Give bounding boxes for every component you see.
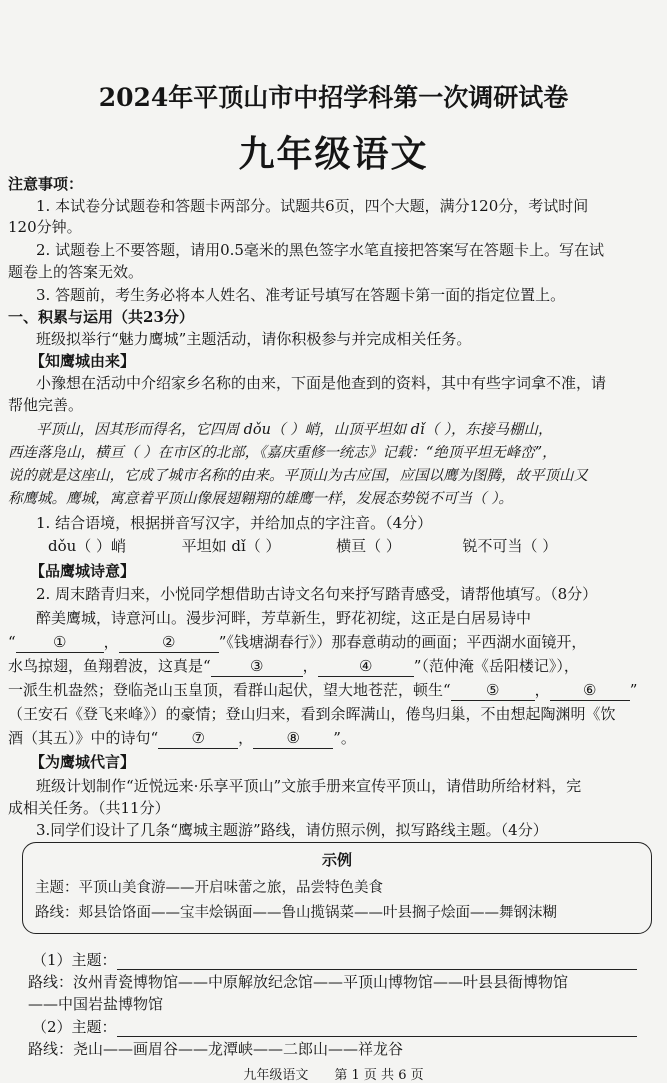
answer-2-route: 路线：尧山——画眉谷——龙潭峡——二郎山——祥龙谷 [28, 1040, 404, 1058]
section-1-intro: 班级拟举行“魅力鹰城”主题活动，请你积极参与并完成相关任务。 [36, 330, 472, 348]
answer-1-theme-label: （1）主题： [32, 951, 117, 969]
q2-line-4: 一派生机盎然；登临尧山玉皇顶，看群山起伏，望大地苍茫，顿生“ ⑤ ， ⑥ ” [8, 681, 638, 699]
answer-2-theme-label: （2）主题： [32, 1018, 117, 1036]
q1-item: 锐不可当（ ） [462, 537, 558, 555]
example-box [22, 842, 652, 934]
example-route: 路线：郏县饸饹面——宝丰烩锅面——鲁山揽锅菜——叶县搁子烩面——舞钢沫糊 [35, 905, 557, 921]
part-3-heading: 【为鹰城代言】 [30, 753, 136, 771]
blank-4[interactable]: ④ [318, 656, 414, 677]
part-1-intro-cont: 帮他完善。 [8, 396, 84, 414]
answer-1-theme-row [8, 950, 667, 970]
section-1-heading: 一、积累与运用（共23分） [8, 308, 194, 326]
q2-line-1: 醉美鹰城，诗意河山。漫步河畔，芳草新生，野花初绽，这正是白居易诗中 [36, 609, 532, 627]
part-3-intro-cont: 成相关任务。（共11分） [8, 799, 170, 817]
example-title: 示例 [321, 851, 352, 869]
part-1-heading: 【知鹰城由来】 [30, 352, 136, 370]
passage-line-4: 称鹰城。鹰城，寓意着平顶山像展翅翱翔的雄鹰一样，发展态势锐不可当（ ）。 [8, 491, 513, 507]
answer-1-route: 路线：汝州青瓷博物馆——中原解放纪念馆——平顶山博物馆——叶县县衙博物馆 [28, 973, 569, 991]
blank-8[interactable]: ⑧ [253, 728, 333, 749]
passage-line-3: 说的就是这座山，它成了城市名称的由来。平顶山为古应国，应国以鹰为图腾，故平顶山又 [8, 468, 588, 484]
q1-item: dǒu（ ）峭 [48, 537, 127, 555]
q2-line-3: 水鸟掠翅，鱼翔碧波，这真是“ ③ ， ④ ”（范仲淹《岳阳楼记》）， [8, 657, 579, 675]
exam-subtitle: 九年级语文 [238, 133, 429, 175]
notice-item-2-cont: 题卷上的答案无效。 [8, 263, 144, 281]
blank-6[interactable]: ⑥ [550, 680, 630, 701]
blank-7[interactable]: ⑦ [158, 728, 238, 749]
part-1-intro: 小豫想在活动中介绍家乡名称的由来，下面是他查到的资料，其中有些字词拿不准，请 [36, 374, 607, 392]
q1-item: 平坦如 dǐ（ ） [181, 537, 281, 555]
notice-item-3: 3. 答题前，考生务必将本人姓名、准考证号填写在答题卡第一面的指定位置上。 [36, 286, 566, 304]
q2-line-5: （王安石《登飞来峰》）的豪情；登山归来，看到余晖满山，倦鸟归巢，不由想起陶渊明《饮 [8, 705, 616, 723]
blank-1[interactable]: ① [16, 632, 104, 653]
notice-item-1-cont: 120分钟。 [8, 218, 82, 236]
part-3-intro: 班级计划制作“近悦远来·乐享平顶山”文旅手册来宣传平顶山，请借助所给材料，完 [36, 777, 582, 795]
example-theme: 主题：平顶山美食游——开启味蕾之旅，品尝特色美食 [35, 880, 383, 896]
answer-1-route-cont: ——中国岩盐博物馆 [28, 995, 164, 1013]
blank-3[interactable]: ③ [211, 656, 303, 677]
answer-1-theme-line[interactable] [117, 955, 637, 970]
question-2: 2. 周末踏青归来，小悦同学想借助古诗文名句来抒写踏青感受，请帮他填写。（8分） [36, 585, 598, 603]
blank-2[interactable]: ② [119, 632, 219, 653]
exam-title: 2024年平顶山市中招学科第一次调研试卷 [98, 83, 569, 112]
notice-item-2: 2. 试题卷上不要答题，请用0.5毫米的黑色签字水笔直接把答案写在答题卡上。写在试 [36, 241, 604, 259]
blank-5[interactable]: ⑤ [451, 680, 535, 701]
part-2-heading: 【品鹰城诗意】 [30, 562, 136, 580]
passage-line-2: 西连落凫山，横亘（ ）在市区的北部，《嘉庆重修一统志》记载：“绝顶平坦无峰峦”， [8, 445, 557, 461]
q2-line-6: 酒（其五）》中的诗句“ ⑦ ， ⑧ ”。 [8, 729, 356, 747]
answer-2-theme-line[interactable] [117, 1022, 637, 1037]
passage-line-1: 平顶山，因其形而得名，它四周 dǒu（ ）峭，山顶平坦如 dǐ（ ），东接马棚山， [36, 422, 553, 438]
question-3: 3.同学们设计了几条“鹰城主题游”路线，请仿照示例，拟写路线主题。（4分） [36, 821, 548, 839]
question-1-items [8, 536, 667, 556]
notice-item-1: 1. 本试卷分试题卷和答题卡两部分。试题共6页，四个大题，满分120分，考试时间 [36, 197, 589, 215]
q2-line-2: “ ① ， ② ”《钱塘湖春行》）那春意萌动的画面；平西湖水面镜开， [8, 633, 587, 651]
answer-2-theme-row [8, 1017, 667, 1037]
page-footer: 九年级语文 第 1 页 共 6 页 [243, 1068, 424, 1083]
q1-item: 横亘（ ） [336, 537, 401, 555]
notice-heading: 注意事项： [8, 175, 84, 193]
question-1: 1. 结合语境，根据拼音写汉字，并给加点的字注音。（4分） [36, 514, 433, 532]
